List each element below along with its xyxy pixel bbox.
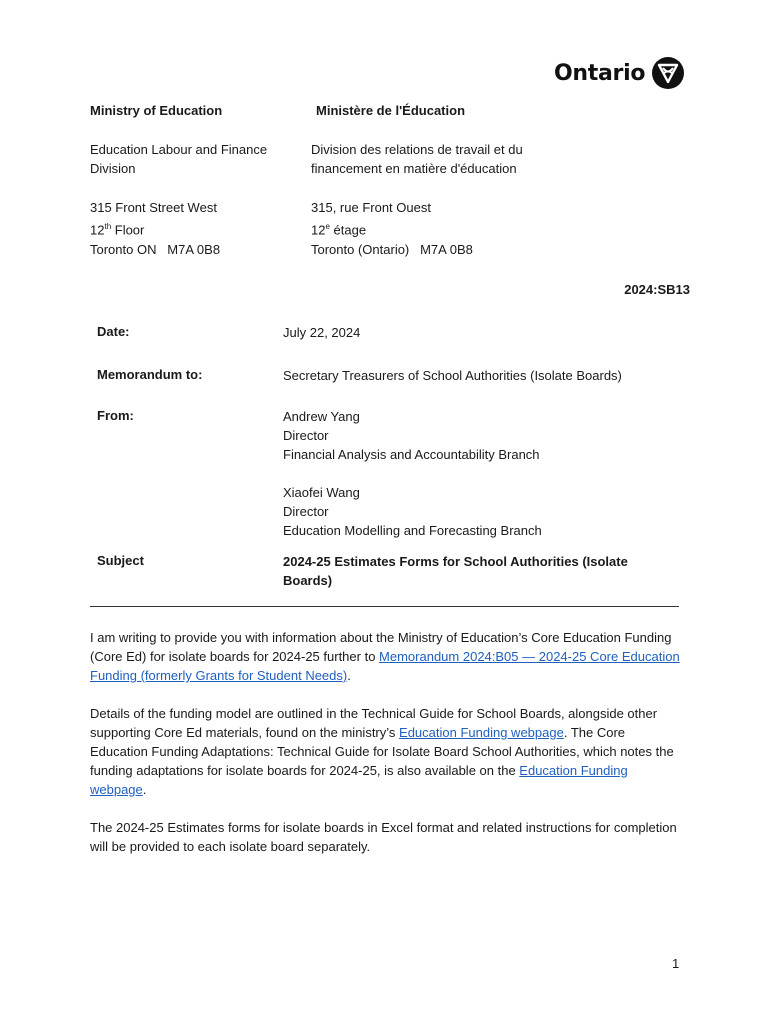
- from-block: [283, 407, 683, 540]
- subject-line2: Boards): [283, 573, 333, 588]
- memorandum-to-value: Secretary Treasurers of School Authorities (Isolate Boards): [283, 368, 622, 383]
- address-french: [311, 101, 523, 259]
- city-fr: Toronto (Ontario) M7A 0B8: [311, 241, 473, 257]
- paragraph-1-text: I am writing to provide you with information about the Ministry of Education’s Core Education Funding (Core Ed) for isolate boards for 2024-25 further to: [90, 630, 672, 664]
- from1-branch: Financial Analysis and Accountability Branch: [283, 447, 540, 462]
- memorandum-to-label: Memorandum to:: [97, 367, 203, 382]
- ministry-name-fr: Ministère de l'Éducation: [316, 103, 466, 118]
- memo-reference: 2024:SB13: [624, 282, 690, 297]
- floor-suffix-fr: e: [325, 222, 330, 231]
- from1-name: Andrew Yang: [283, 409, 360, 424]
- subject-line1: 2024-25 Estimates Forms for School Authorities (Isolate: [283, 554, 628, 569]
- from-label: From:: [97, 408, 134, 423]
- floor-word-en: Floor: [111, 222, 145, 238]
- paragraph-2-text-2: . The Core Education Funding Adaptations: Technical Guide for Isolate Board School Authorities, which notes the funding adaptations for isolate boards for 2024-25, is also available on the: [90, 725, 674, 778]
- street-en: 315 Front Street West: [90, 199, 217, 215]
- ontario-logo: [554, 56, 685, 90]
- paragraph-2: [90, 704, 680, 799]
- city-en: Toronto ON M7A 0B8: [90, 241, 221, 257]
- education-funding-link-1[interactable]: Education Funding webpage: [399, 725, 564, 740]
- address-english: [90, 101, 267, 259]
- division-en-line2: Division: [90, 161, 136, 176]
- paragraph-3: The 2024-25 Estimates forms for isolate boards in Excel format and related instructions for completion will be provided to each isolate board separately.: [90, 820, 677, 854]
- header-divider: [90, 606, 679, 607]
- from1-title: Director: [283, 428, 329, 443]
- date-value: July 22, 2024: [283, 325, 361, 340]
- from2-branch: Education Modelling and Forecasting Branch: [283, 523, 542, 538]
- education-funding-link-2[interactable]: Education Funding webpage: [90, 763, 628, 797]
- logo-wordmark: Ontario: [554, 60, 646, 86]
- floor-word-fr: étage: [329, 222, 367, 238]
- subject-label: Subject: [97, 553, 144, 568]
- division-en-line1: Education Labour and Finance: [90, 141, 268, 157]
- floor-suffix-en: th: [104, 222, 112, 231]
- memorandum-2024-b05-link[interactable]: Memorandum 2024:B05 — 2024-25 Core Education Funding (formerly Grants for Student Needs): [90, 649, 680, 683]
- division-fr-line1: Division des relations de travail et du: [311, 141, 523, 157]
- floor-number-en: 12: [90, 222, 105, 238]
- paragraph-2-text-1: Details of the funding model are outlined in the Technical Guide for School Boards, alongside other supporting Core Ed materials, found on the ministry’s: [90, 706, 658, 740]
- from2-name: Xiaofei Wang: [283, 485, 360, 500]
- from2-title: Director: [283, 504, 329, 519]
- floor-number-fr: 12: [311, 222, 326, 238]
- floor-en: [90, 217, 267, 240]
- division-fr-line2: financement en matière d'éducation: [311, 161, 517, 176]
- date-label: Date:: [97, 324, 130, 339]
- paragraph-1-end: .: [347, 668, 351, 683]
- page-number: 1: [672, 956, 680, 971]
- paragraph-1: [90, 628, 680, 685]
- ontario-trillium-icon: [651, 56, 685, 90]
- street-fr: 315, rue Front Ouest: [311, 199, 431, 215]
- floor-fr: [311, 217, 523, 240]
- subject-value: [283, 552, 683, 590]
- ministry-name-en: Ministry of Education: [90, 103, 223, 118]
- paragraph-2-end: .: [142, 782, 147, 797]
